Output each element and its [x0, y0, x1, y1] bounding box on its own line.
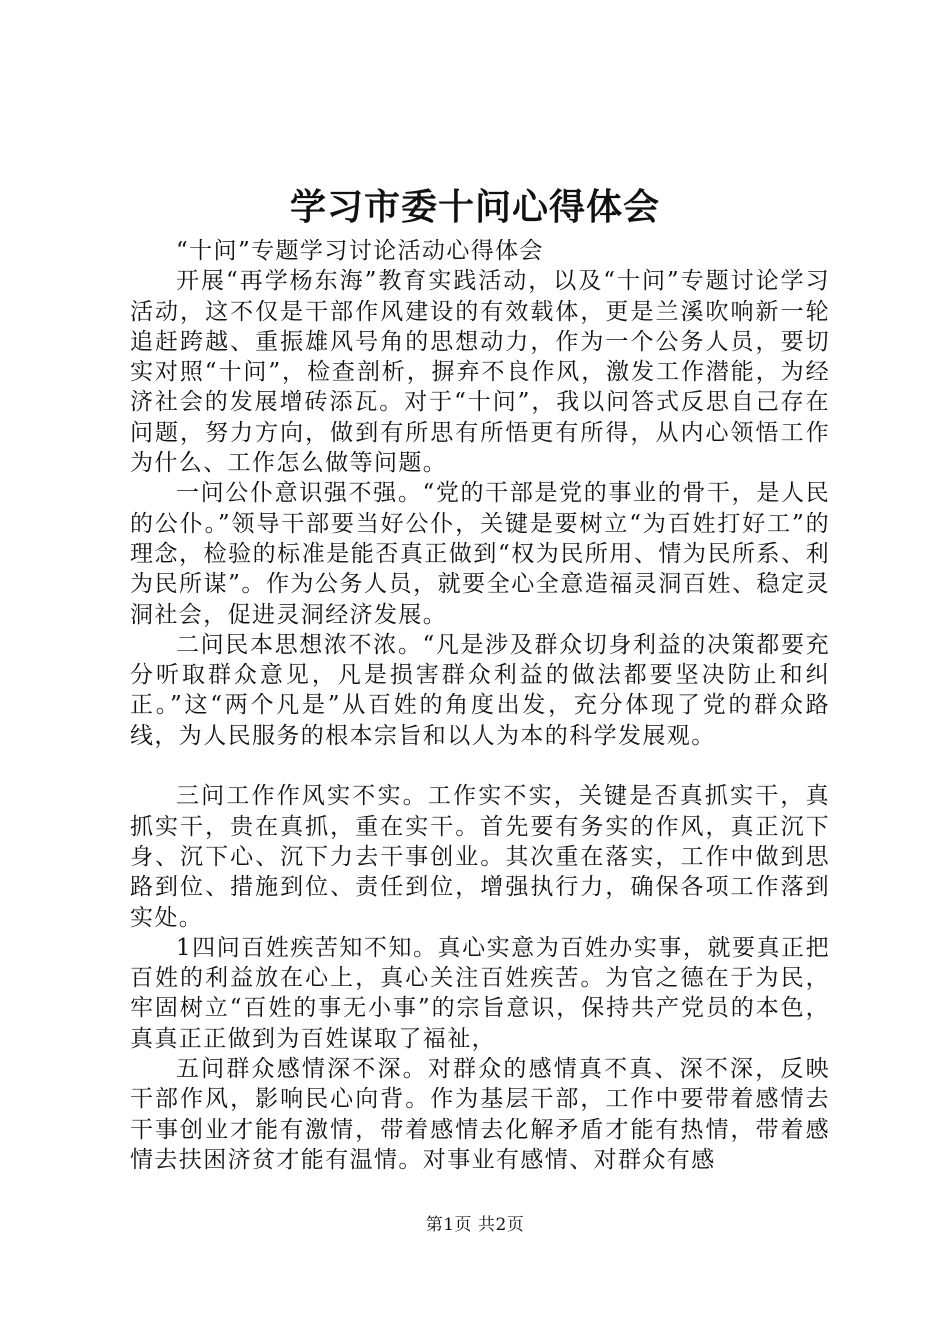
document-body [130, 236, 830, 1175]
page-number-footer: 第1页 共2页 [425, 1215, 525, 1235]
paragraph-gap [130, 751, 830, 781]
document-title: 学习市委十问心得体会 [289, 187, 660, 228]
document-subtitle: “十问”专题学习讨论活动心得体会 [176, 238, 544, 264]
paragraph-question-5: 五问群众感情深不深。对群众的感情真不真、深不深，反映干部作风，影响民心向背。作为基层干部，工作中要带着感情去干事创业才能有激情，带着感情去化解矛盾才能有热情，带着感情去扶困济贫才能有温情。对事业有感情、对群众有感 [130, 1056, 830, 1173]
paragraph-question-4: 1四问百姓疾苦知不知。真心实意为百姓办实事，就要真正把百姓的利益放在心上，真心关注百姓疾苦。为官之德在于为民，牢固树立“百姓的事无小事”的宗旨意识，保持共产党员的本色，真真正正做到为百姓谋取了福祉， [130, 934, 830, 1052]
paragraph-question-1: 一问公仆意识强不强。“党的干部是党的事业的骨干，是人民的公仆。”领导干部要当好公仆，关键是要树立“为百姓打好工”的理念，检验的标准是能否真正做到“权为民所用、情为民所系、利为民所谋”。作为公务人员，就要全心全意造福灵洞百姓、稳定灵洞社会，促进灵洞经济发展。 [130, 480, 830, 628]
paragraph-question-2: 二问民本思想浓不浓。“凡是涉及群众切身利益的决策都要充分听取群众意见，凡是损害群众利益的做法都要坚决防止和纠正。”这“两个凡是”从百姓的角度出发，充分体现了党的群众路线，为人民服务的根本宗旨和以人为本的科学发展观。 [130, 631, 830, 749]
paragraph-question-3: 三问工作作风实不实。工作实不实，关键是否真抓实干，真抓实干，贵在真抓，重在实干。首先要有务实的作风，真正沉下身、沉下心、沉下力去干事创业。其次重在落实，工作中做到思路到位、措施到位、责任到位，增强执行力，确保各项工作落到实处。 [130, 783, 830, 931]
paragraph-intro: 开展“再学杨东海”教育实践活动，以及“十问”专题讨论学习活动，这不仅是干部作风建设的有效载体，更是兰溪吹响新一轮追赶跨越、重振雄风号角的思想动力，作为一个公务人员，要切实对照“十问”，检查剖析，摒弃不良作风，激发工作潜能，为经济社会的发展增砖添瓦。对于“十问”，我以问答式反思自己存在问题，努力方向，做到有所思有所悟更有所得，从内心领悟工作为什么、工作怎么做等问题。 [130, 268, 830, 477]
